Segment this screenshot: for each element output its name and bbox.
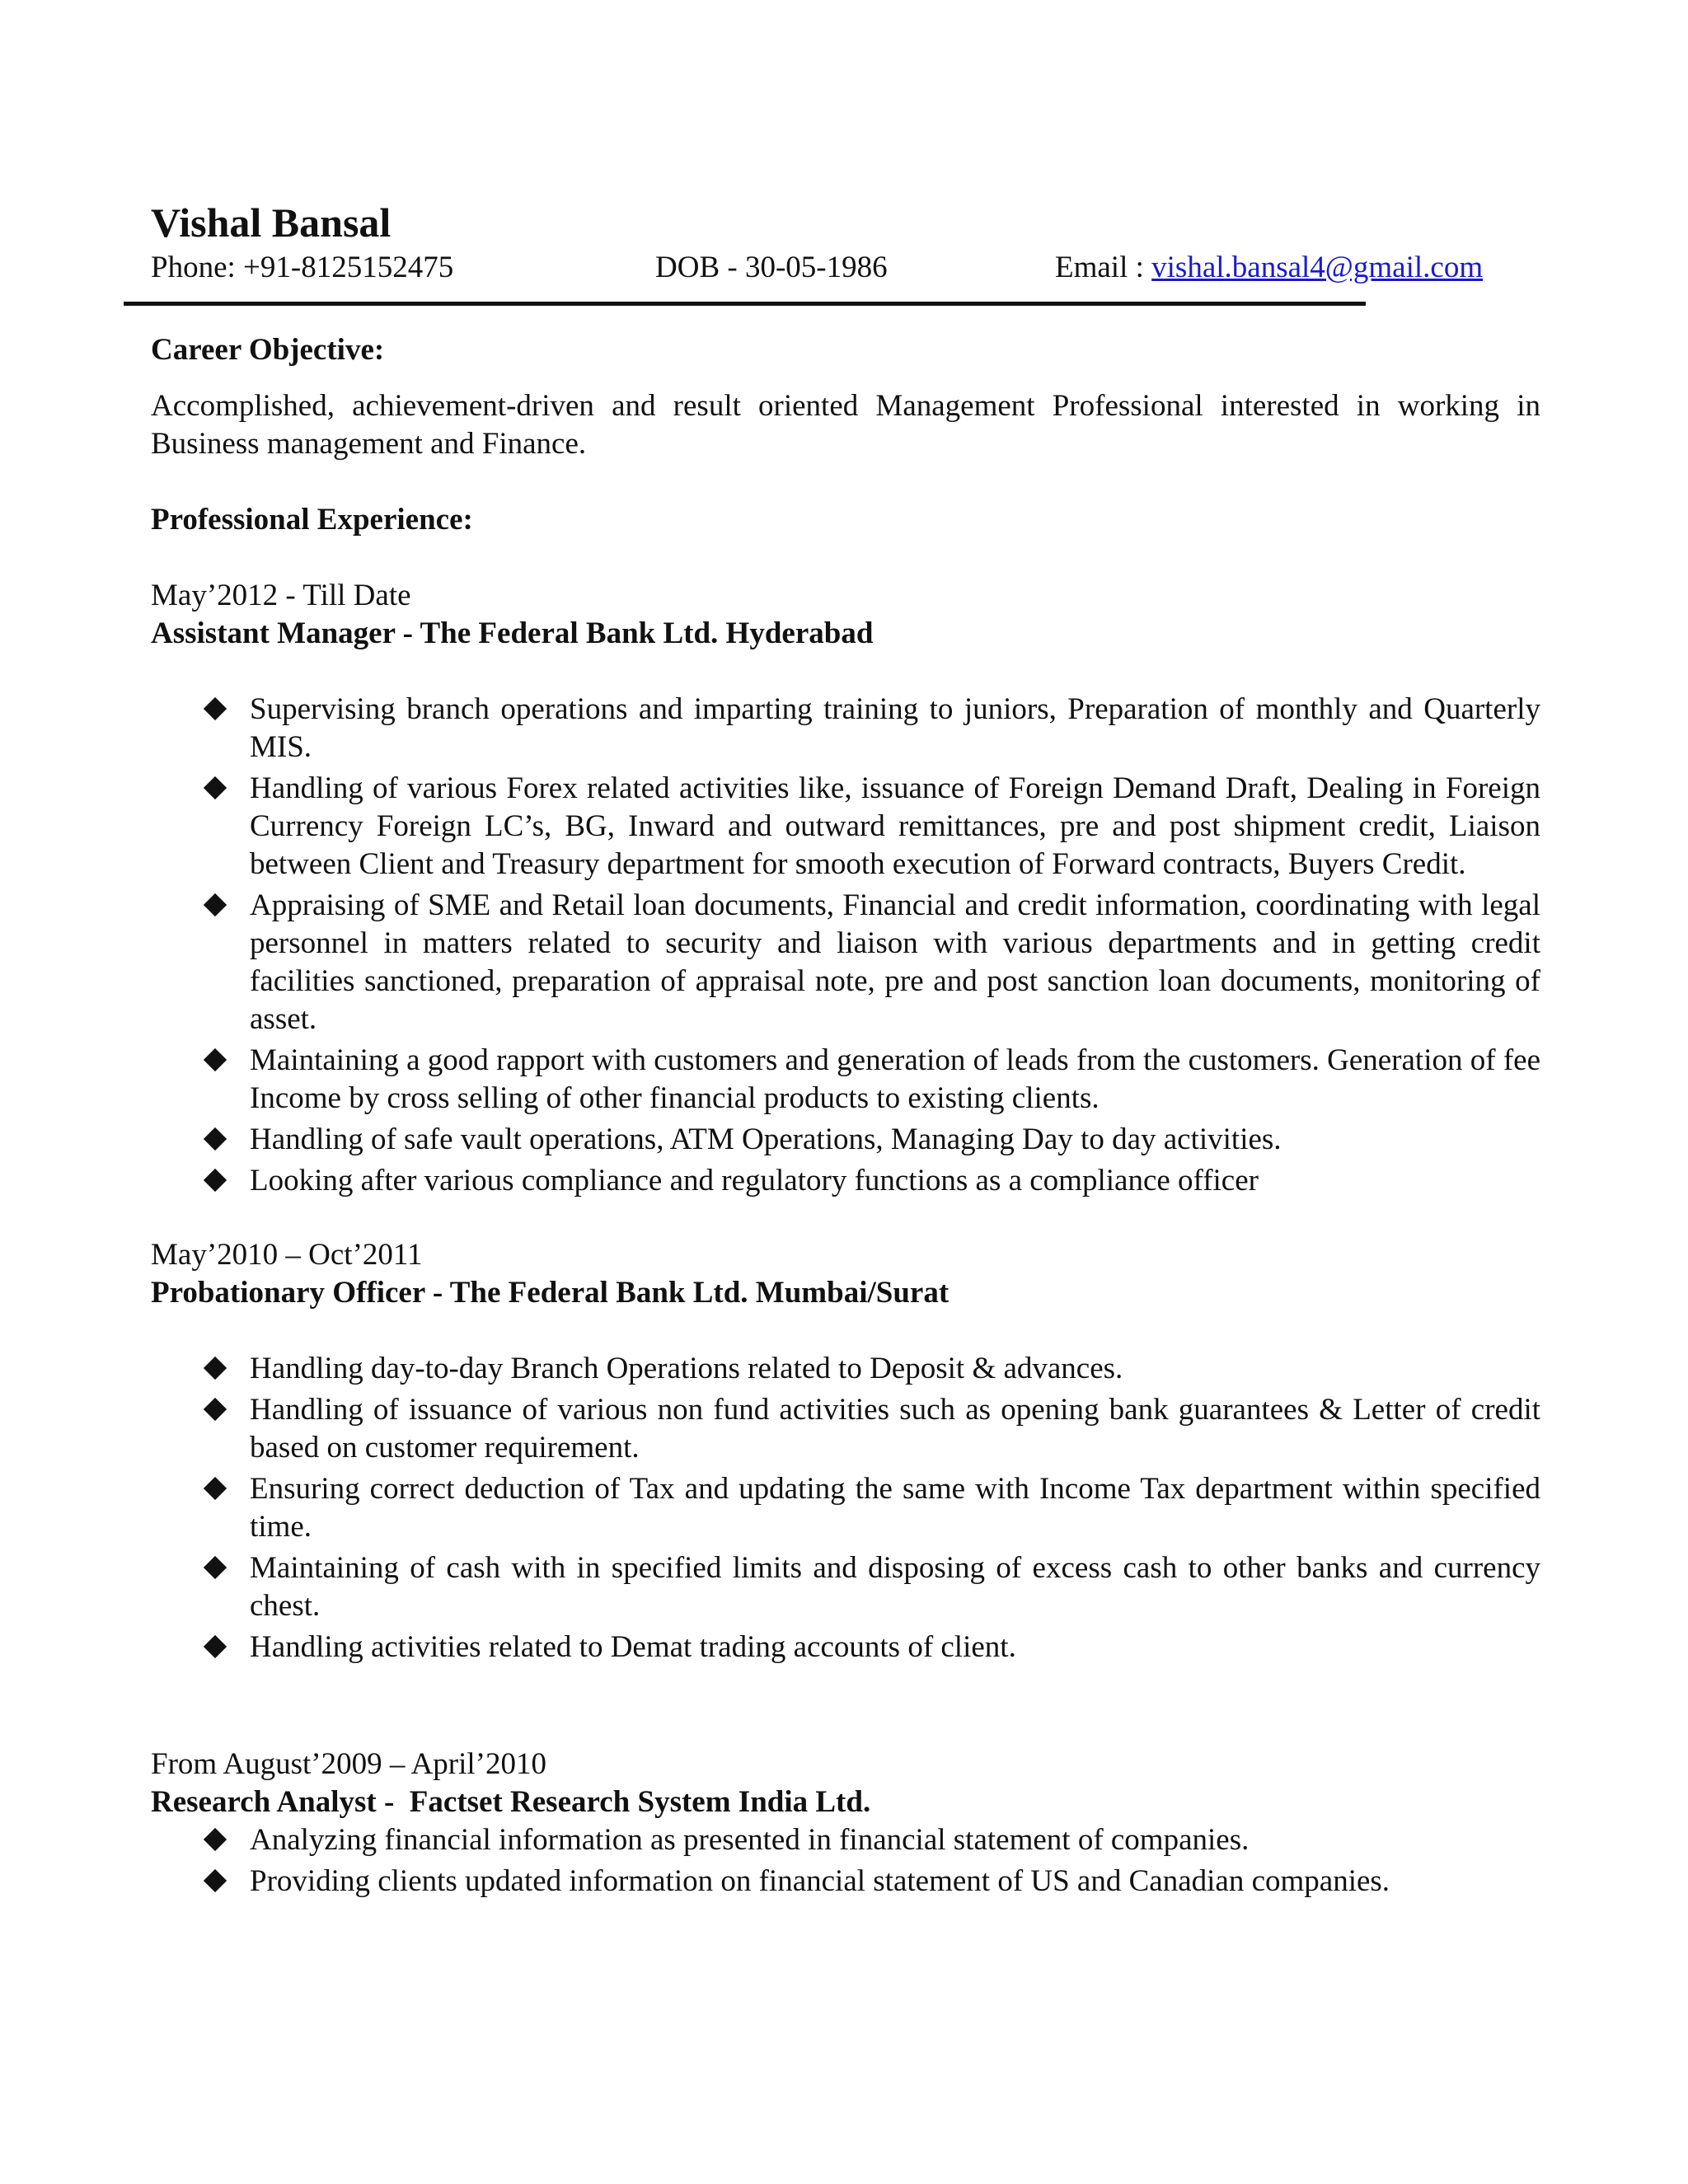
diamond-bullet-icon: [204, 1169, 227, 1192]
list-item: Maintaining of cash with in specified limits and disposing of excess cash to other banks and currency chest.: [151, 1549, 1540, 1625]
spacer: [151, 288, 1540, 331]
list-item: Looking after various compliance and regulatory functions as a compliance officer: [151, 1162, 1540, 1200]
diamond-bullet-icon: [204, 1048, 227, 1071]
list-item: Appraising of SME and Retail loan documents, Financial and credit information, coordinating with legal personnel in matters related to security and liaison with various departments and in getting credit facilities sanctioned, preparation of appraisal note, pre and post sanction loan documents, monitoring of asset.: [151, 887, 1540, 1038]
email-link[interactable]: vishal.bansal4@gmail.com: [1151, 251, 1484, 284]
list-item: Handling of various Forex related activities like, issuance of Foreign Demand Draft, Dealing in Foreign Currency Foreign LC’s, BG, Inward and outward remittances, pre and post shipment credit, Liaison between Client and Treasury department for smooth execution of Forward contracts, Buyers Credit.: [151, 770, 1540, 883]
career-objective-text: Accomplished, achievement-driven and result oriented Management Professional interested in working in Business management and Finance.: [151, 389, 1540, 461]
diamond-bullet-icon: [204, 1869, 227, 1892]
diamond-bullet-icon: [204, 1556, 227, 1579]
email-block: [1055, 247, 1483, 288]
job-entry: [151, 577, 1540, 1200]
diamond-bullet-icon: [204, 1477, 227, 1500]
list-item: Providing clients updated information on financial statement of US and Canadian companies.: [151, 1863, 1540, 1900]
list-item: Ensuring correct deduction of Tax and updating the same with Income Tax department within specified time.: [151, 1470, 1540, 1546]
diamond-bullet-icon: [204, 1398, 227, 1421]
header-divider: [124, 302, 1366, 306]
diamond-bullet-icon: [204, 697, 227, 720]
diamond-bullet-icon: [204, 1828, 227, 1851]
experience-heading: Professional Experience:: [151, 503, 473, 537]
list-item: Handling of safe vault operations, ATM Operations, Managing Day to day activities.: [151, 1121, 1540, 1159]
email-label: Email :: [1055, 251, 1152, 284]
job-entry: [151, 1746, 1540, 1900]
job-duties: [151, 1821, 1540, 1900]
candidate-name: Vishal Bansal: [151, 199, 392, 246]
resume-page: [151, 198, 1540, 1904]
job-title: Assistant Manager - The Federal Bank Ltd. Hyderabad: [151, 616, 874, 650]
contact-row: [151, 247, 1540, 288]
diamond-bullet-icon: [204, 893, 227, 916]
diamond-bullet-icon: [204, 1127, 227, 1151]
job-title: Research Analyst - Factset Research System India Ltd.: [151, 1785, 871, 1819]
diamond-bullet-icon: [204, 1357, 227, 1380]
career-objective-heading: Career Objective:: [151, 333, 385, 367]
list-item: Maintaining a good rapport with customers and generation of leads from the customers. Generation of fee Income by cross selling of other financial products to existing clients.: [151, 1042, 1540, 1118]
job-title: Probationary Officer - The Federal Bank Ltd. Mumbai/Surat: [151, 1276, 950, 1310]
job-entry: [151, 1236, 1540, 1666]
job-dates: From August’2009 – April’2010: [151, 1747, 546, 1781]
diamond-bullet-icon: [204, 776, 227, 799]
job-dates: May’2012 - Till Date: [151, 579, 411, 612]
job-duties: [151, 691, 1540, 1200]
date-of-birth: DOB - 30-05-1986: [655, 251, 888, 284]
diamond-bullet-icon: [204, 1635, 227, 1658]
list-item: Handling activities related to Demat trading accounts of client.: [151, 1629, 1540, 1666]
phone-number: Phone: +91-8125152475: [151, 251, 454, 284]
list-item: Handling of issuance of various non fund activities such as opening bank guarantees & Letter of credit based on customer requirement.: [151, 1391, 1540, 1467]
job-duties: [151, 1350, 1540, 1666]
list-item: Handling day-to-day Branch Operations related to Deposit & advances.: [151, 1350, 1540, 1388]
list-item: Supervising branch operations and imparting training to juniors, Preparation of monthly and Quarterly MIS.: [151, 691, 1540, 766]
list-item: Analyzing financial information as presented in financial statement of companies.: [151, 1821, 1540, 1859]
job-dates: May’2010 – Oct’2011: [151, 1238, 423, 1272]
